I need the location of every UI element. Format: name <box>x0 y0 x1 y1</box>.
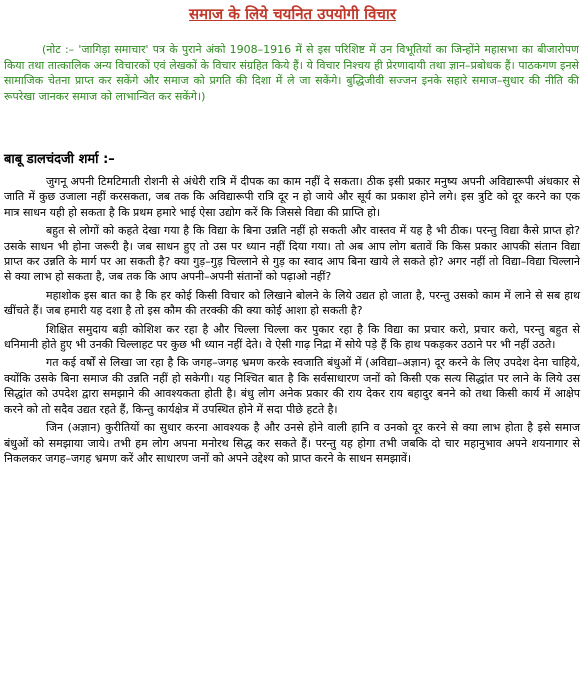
paragraph: बहुत से लोगों को कहते देखा गया है कि विद्या के बिना उन्नति नहीं हो सकती और वास्तव में यह है भी ठीक। परन्तु विद्या कैसे प्राप्त हो? उसके साधन भी होना जरूरी है। जब साधन हुए तो उस पर ध्यान नहीं दिया गया। तो अब आप लोग बतावें कि किस प्रकार आपकी संतान विद्या प्राप्त कर उन्नति के मार्ग पर आ सकती है? क्या गुड़–गुड़ चिल्लाने से गुड़ का स्वाद आप बिना खाये ले सकते हो? अगर नहीं तो विद्या–विद्या चिल्लाने से क्या लाभ हो सकता है, जब तक कि आप अपनी–अपनी संतानों को पढ़ाओ नहीं? <box>4 224 580 284</box>
page-title: समाज के लिये चयनित उपयोगी विचार <box>189 5 396 23</box>
paragraph: महाशोक इस बात का है कि हर कोई किसी विचार को लिखाने बोलने के लिये उद्यत हो जाता है, परन्तु उसको काम में लाने से सब हाथ खींचते हैं। जब हमारी यह दशा है तो इस कौम की तरक्की की क्या कोई आशा हो सकती है? <box>4 288 580 318</box>
author-heading: बाबू डालचंदजी शर्मा :– <box>4 152 115 167</box>
paragraph: जुगनू अपनी टिमटिमाती रोशनी से अंधेरी रात्रि में दीपक का काम नहीं दे सकता। ठीक इसी प्रकार मनुष्य अपनी अविद्यारूपी अंधकार से जाति में कुछ उजाला नहीं करसकता, जब तक कि अविद्यारूपी रात्रि दूर न हो जाये और सूर्य का प्रकाश होने लगे। इस त्रुटि को दूर करने का एक मात्र साधन यही हो सकता है कि प्रथम हमारे भाई ऐसा उद्योग करें कि जिससे विद्या की प्राप्ति हो। <box>4 175 580 219</box>
paragraph: शिक्षित समुदाय बड़ी कोशिश कर रहा है और चिल्ला चिल्ला कर पुकार रहा है कि विद्या का प्रचार करो, प्रचार करो, परन्तु बहुत से धनिमानी होते हुए भी उनकी चिल्लाहट पर कुछ भी ध्यान नहीं देते। वे ऐसी गाढ़ निद्रा में सोये पड़े हैं कि हाथ पकड़कर उठाने पर भी नहीं उठते। <box>4 322 580 352</box>
editor-note <box>4 42 579 104</box>
article-body <box>4 174 580 469</box>
paragraph: जिन (अज्ञान) कुरीतियों का सुधार करना आवश्यक है और उनसे होने वाली हानि व उनको दूर करने से क्या लाभ होता है इसे समाज बंधुओं को समझाया जाये। तभी हम लोग अपना मनोरथ सिद्ध कर सकते हैं। परन्तु यह होगा तभी जबकि दो चार महानुभाव अपने शयनागार से निकलकर जगह–जगह भ्रमण करें और साधारण जनों को अपने उद्देश्य को प्राप्त करने के साधन समझावें। <box>4 421 580 465</box>
paragraph: गत कई वर्षों से लिखा जा रहा है कि जगह–जगह भ्रमण करके स्वजाति बंधुओं में (अविद्या–अज्ञान) दूर करने के लिए उपदेश देना चाहिये, क्योंकि उसके बिना समाज की उन्नति नहीं हो सकेगी। यह निश्चित बात है कि सर्वसाधारण जनों को किसी एक सत्य सिद्धांत पर लाने के लिये उस सिद्धांत को उपदेश द्वारा समझाने की आवश्यकता होती है। बंधु लोग अनेक प्रकार की राय देकर राय बहादुर बनने को तथा किसी कार्य में आक्षेप करने को तो सदैव उद्यत रहते हैं, किन्तु कार्यक्षेत्र में उपस्थित होने में सदा पीछे हटते है। <box>4 356 580 416</box>
editor-note-text: (नोट :– 'जागिड़ा समाचार' पत्र के पुराने अंको 1908–1916 में से इस परिशिष्ट में उन विभूतियों का जिन्होंने महासभा का बीजारोपण किया तथा तात्कालिक अन्य विचारकों एवं लेखकों के विचार संग्रहित किये हैं। ये विचार निश्चय ही प्रेरणादायी तथा ज्ञान–प्रबोधक हैं। पाठकगण इनसे सामाजिक चेतना प्राप्त कर सकेंगे और समाज को प्रगति की दिशा में ले जा सकेंगे। बुद्धिजीवी सज्जन इनके सहारे समाज–सुधार की नीति की रूपरेखा जानकर समाज को लाभान्वित कर सकेंगे।) <box>4 43 579 103</box>
